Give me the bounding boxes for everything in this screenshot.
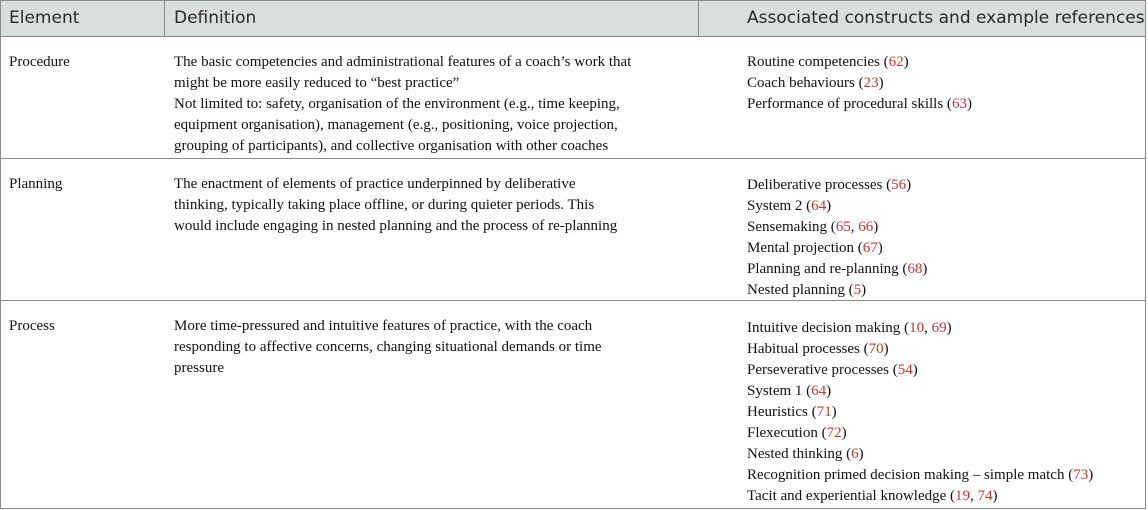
element-name: Process	[9, 318, 55, 334]
reference-link[interactable]: 62	[888, 54, 904, 70]
definition-line: would include engaging in nested planning and the process of re-planning	[174, 218, 618, 234]
construct-name: Recognition primed decision making – simple match (	[747, 467, 1074, 483]
construct-item: Habitual processes (70)	[747, 341, 889, 357]
definition-line: pressure	[174, 360, 224, 376]
definition-line: equipment organisation), management (e.g., positioning, voice projection,	[174, 117, 618, 133]
construct-item: Flexecution (72)	[747, 425, 847, 441]
reference-link[interactable]: 74	[977, 488, 993, 504]
definition-line: More time-pressured and intuitive features of practice, with the coach	[174, 318, 593, 334]
construct-item: Performance of procedural skills (63)	[747, 96, 972, 112]
construct-item: Perseverative processes (54)	[747, 362, 918, 378]
table-row	[1, 159, 1145, 301]
construct-name: System 1 (	[747, 383, 812, 399]
definition-line: might be more easily reduced to “best practice”	[174, 75, 460, 91]
reference-link[interactable]: 56	[891, 177, 907, 193]
construct-item: Deliberative processes (56)	[747, 177, 912, 193]
constructs-list	[747, 318, 1143, 507]
header-definition: Definition	[174, 8, 257, 28]
reference-link[interactable]: 64	[811, 383, 827, 399]
construct-name: System 2 (	[747, 198, 812, 214]
reference-link[interactable]: 64	[811, 198, 827, 214]
reference-link[interactable]: 72	[826, 425, 842, 441]
definition-text	[174, 316, 674, 379]
header-divider	[164, 1, 165, 36]
element-name: Procedure	[9, 54, 70, 70]
construct-name: Habitual processes (	[747, 341, 869, 357]
construct-item: System 2 (64)	[747, 198, 832, 214]
construct-name: Coach behaviours (	[747, 75, 864, 91]
reference-link[interactable]: 6	[851, 446, 859, 462]
reference-link[interactable]: 66	[858, 219, 874, 235]
construct-item: Nested thinking (6)	[747, 446, 864, 462]
element-name: Planning	[9, 176, 63, 192]
definition-line: thinking, typically taking place offline, or during quieter periods. This	[174, 197, 595, 213]
definition-line: The enactment of elements of practice underpinned by deliberative	[174, 176, 576, 192]
construct-item: Tacit and experiential knowledge (19, 74)	[747, 488, 998, 504]
construct-name: Planning and re-planning (	[747, 261, 908, 277]
definition-line: grouping of participants), and collective organisation with other coaches	[174, 138, 609, 154]
table-row	[1, 301, 1145, 509]
construct-item: Mental projection (67)	[747, 240, 883, 256]
reference-link[interactable]: 63	[951, 96, 967, 112]
construct-item: Sensemaking (65, 66)	[747, 219, 879, 235]
construct-name: Deliberative processes (	[747, 177, 892, 193]
header-element: Element	[9, 8, 80, 28]
construct-name: Heuristics (	[747, 404, 817, 420]
header-constructs: Associated constructs and example references	[747, 8, 1145, 28]
definition-text	[174, 174, 674, 237]
reference-link[interactable]: 69	[931, 320, 947, 336]
construct-name: Perseverative processes (	[747, 362, 898, 378]
construct-item: Planning and re-planning (68)	[747, 261, 928, 277]
reference-link[interactable]: 10	[909, 320, 925, 336]
reference-link[interactable]: 23	[863, 75, 879, 91]
reference-link[interactable]: 65	[835, 219, 851, 235]
construct-item: Nested planning (5)	[747, 282, 867, 298]
construct-name: Routine competencies (	[747, 54, 889, 70]
definition-line: responding to affective concerns, changing situational demands or time	[174, 339, 602, 355]
reference-link[interactable]: 54	[897, 362, 913, 378]
construct-item: Routine competencies (62)	[747, 54, 909, 70]
reference-link[interactable]: 71	[816, 404, 832, 420]
construct-item: System 1 (64)	[747, 383, 832, 399]
definition-line: Not limited to: safety, organisation of the environment (e.g., time keeping,	[174, 96, 620, 112]
construct-name: Nested thinking (	[747, 446, 852, 462]
construct-item: Coach behaviours (23)	[747, 75, 884, 91]
header-divider	[698, 1, 699, 36]
reference-link[interactable]: 68	[907, 261, 923, 277]
construct-item: Heuristics (71)	[747, 404, 837, 420]
construct-name: Flexecution (	[747, 425, 827, 441]
definition-line: The basic competencies and administrational features of a coach’s work that	[174, 54, 632, 70]
table-row	[1, 37, 1145, 159]
reference-link[interactable]: 73	[1073, 467, 1089, 483]
table-header	[1, 1, 1145, 37]
construct-item: Intuitive decision making (10, 69)	[747, 320, 952, 336]
reference-link[interactable]: 70	[868, 341, 884, 357]
construct-name: Tacit and experiential knowledge (	[747, 488, 956, 504]
construct-name: Mental projection (	[747, 240, 863, 256]
construct-name: Intuitive decision making (	[747, 320, 910, 336]
construct-item: Recognition primed decision making – simple match (73)	[747, 467, 1094, 483]
reference-link[interactable]: 19	[955, 488, 971, 504]
construct-name: Nested planning (	[747, 282, 854, 298]
definition-text	[174, 52, 674, 157]
construct-name: Sensemaking (	[747, 219, 836, 235]
constructs-list	[747, 52, 1143, 115]
construct-name: Performance of procedural skills (	[747, 96, 952, 112]
reference-link[interactable]: 67	[862, 240, 878, 256]
constructs-list	[747, 175, 1143, 301]
reference-link[interactable]: 5	[853, 282, 862, 298]
